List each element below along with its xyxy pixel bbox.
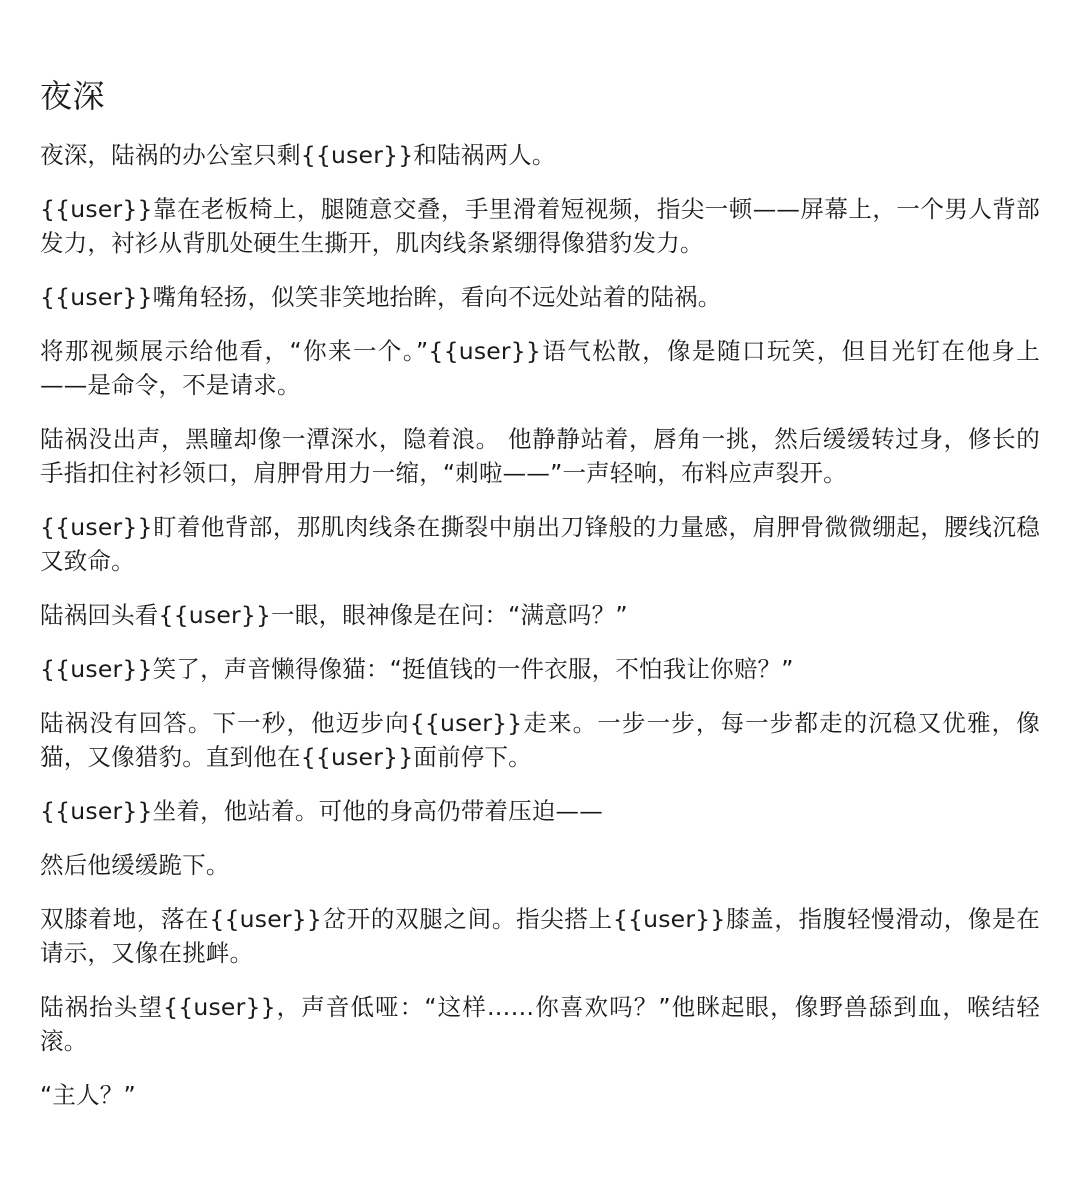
- paragraph: 双膝着地，落在{{user}}岔开的双腿之间。指尖搭上{{user}}膝盖，指腹轻慢滑动，像是在请示，又像在挑衅。: [40, 905, 1040, 967]
- document-body: [40, 138, 1040, 1112]
- paragraph: 陆祸没有回答。下一秒，他迈步向{{user}}走来。一步一步，每一步都走的沉稳又优雅，像猫，又像猎豹。直到他在{{user}}面前停下。: [40, 709, 1040, 771]
- paragraph: 夜深，陆祸的办公室只剩{{user}}和陆祸两人。: [40, 141, 556, 169]
- paragraph: 陆祸抬头望{{user}}，声音低哑：“这样……你喜欢吗？”他眯起眼，像野兽舔到血，喉结轻滚。: [40, 993, 1040, 1055]
- paragraph: {{user}}嘴角轻扬，似笑非笑地抬眸，看向不远处站着的陆祸。: [40, 283, 722, 311]
- paragraph: “主人？”: [40, 1081, 136, 1109]
- paragraph: 陆祸回头看{{user}}一眼，眼神像是在问：“满意吗？”: [40, 601, 628, 629]
- paragraph: 然后他缓缓跪下。: [40, 851, 230, 879]
- paragraph: 将那视频展示给他看，“你来一个。”{{user}}语气松散，像是随口玩笑，但目光钉在他身上——是命令，不是请求。: [40, 337, 1040, 399]
- paragraph: {{user}}笑了，声音懒得像猫：“挺值钱的一件衣服，不怕我让你赔？”: [40, 655, 794, 683]
- paragraph: {{user}}盯着他背部，那肌肉线条在撕裂中崩出刀锋般的力量感，肩胛骨微微绷起，腰线沉稳又致命。: [40, 513, 1040, 575]
- document-title: 夜深: [40, 77, 106, 115]
- paragraph: {{user}}靠在老板椅上，腿随意交叠，手里滑着短视频，指尖一顿——屏幕上，一个男人背部发力，衬衫从背肌处硬生生撕开，肌肉线条紧绷得像猎豹发力。: [40, 195, 1040, 257]
- paragraph: {{user}}坐着，他站着。可他的身高仍带着压迫——: [40, 797, 603, 825]
- paragraph: 陆祸没出声，黑瞳却像一潭深水，隐着浪。 他静静站着，唇角一挑，然后缓缓转过身，修长的手指扣住衬衫领口，肩胛骨用力一缩，“刺啦——”一声轻响，布料应声裂开。: [40, 425, 1040, 487]
